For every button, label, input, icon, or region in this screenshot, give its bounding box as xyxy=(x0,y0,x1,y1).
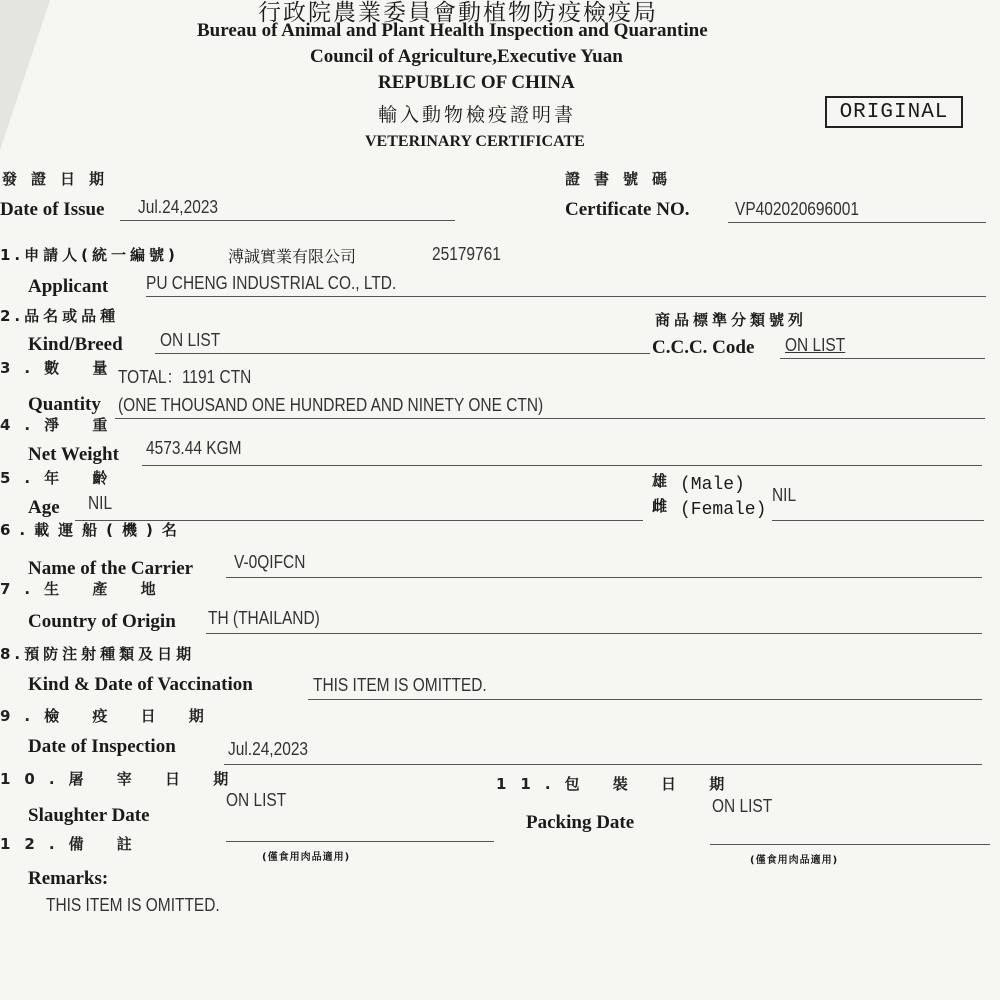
issue-date-label-cn: 發證日期 xyxy=(2,170,119,188)
packing-label-cn: 11.包 裝 日 期 xyxy=(496,775,739,793)
council-title: Council of Agriculture,Executive Yuan xyxy=(310,46,623,67)
issue-date-label: Date of Issue xyxy=(0,199,105,220)
carrier-label: Name of the Carrier xyxy=(28,558,194,579)
original-stamp: ORIGINAL xyxy=(825,96,963,128)
quantity-value: (ONE THOUSAND ONE HUNDRED AND NINETY ONE CTN) xyxy=(118,395,544,415)
inspection-value: Jul.24,2023 xyxy=(228,739,309,759)
agency-title-cn: 行政院農業委員會動植物防疫檢疫局 xyxy=(258,0,658,26)
ccc-label: C.C.C. Code xyxy=(652,337,755,358)
quantity-label-cn: 3.數 量 xyxy=(0,359,122,377)
female-label-cn: 雌 xyxy=(652,497,668,515)
quantity-label: Quantity xyxy=(28,394,101,415)
quantity-total: TOTAL：1191 CTN xyxy=(118,367,252,387)
origin-value: TH (THAILAND) xyxy=(208,608,320,628)
applicant-id: 25179761 xyxy=(432,244,501,264)
male-label-cn: 雄 xyxy=(652,472,668,490)
applicant-label-cn: 1.申請人(統一編號) xyxy=(0,246,179,264)
certificate-no-label: Certificate NO. xyxy=(565,199,690,220)
inspection-label-cn: 9.檢 疫 日 期 xyxy=(0,707,218,725)
remarks-label-cn: 12.備 註 xyxy=(0,835,146,853)
kind-label: Kind/Breed xyxy=(28,334,123,355)
remarks-label: Remarks: xyxy=(28,868,109,889)
packing-label: Packing Date xyxy=(526,812,635,833)
vaccination-label-cn: 8.預防注射種類及日期 xyxy=(0,645,196,663)
vaccination-value: THIS ITEM IS OMITTED. xyxy=(313,675,487,695)
folded-corner xyxy=(0,0,50,150)
net-weight-value: 4573.44 KGM xyxy=(146,438,242,458)
doc-title-en: VETERINARY CERTIFICATE xyxy=(365,133,585,150)
agency-title-en: Bureau of Animal and Plant Health Inspection and Quarantine xyxy=(197,20,708,41)
vaccination-label: Kind & Date of Vaccination xyxy=(28,674,253,695)
applicant-label: Applicant xyxy=(28,276,109,297)
origin-label-cn: 7.生 產 地 xyxy=(0,580,170,598)
ccc-value: ON LIST xyxy=(785,335,846,355)
age-label-cn: 5.年 齡 xyxy=(0,469,122,487)
female-label: (Female) xyxy=(680,500,767,520)
applicant-name-cn: 溥誠實業有限公司 xyxy=(228,247,357,266)
country-title: REPUBLIC OF CHINA xyxy=(378,72,575,93)
slaughter-value: ON LIST xyxy=(226,790,287,810)
male-label: (Male) xyxy=(680,475,745,495)
certificate-no-value: VP402020696001 xyxy=(735,199,859,219)
remarks-value: THIS ITEM IS OMITTED. xyxy=(46,895,220,915)
origin-label: Country of Origin xyxy=(28,611,176,632)
carrier-label-cn: 6.載運船(機)名 xyxy=(0,521,186,539)
certificate-no-label-cn: 證書號碼 xyxy=(565,170,682,188)
ccc-label-cn: 商品標準分類號列 xyxy=(655,311,808,329)
slaughter-note: (僅食用肉品適用) xyxy=(262,852,351,863)
packing-note: (僅食用肉品適用) xyxy=(750,855,839,866)
kind-label-cn: 2.品名或品種 xyxy=(0,307,120,325)
net-weight-label: Net Weight xyxy=(28,444,119,465)
sex-value: NIL xyxy=(772,485,797,505)
kind-value: ON LIST xyxy=(160,330,221,350)
inspection-label: Date of Inspection xyxy=(28,736,176,757)
age-value: NIL xyxy=(88,493,113,513)
applicant-value: PU CHENG INDUSTRIAL CO., LTD. xyxy=(146,273,397,293)
doc-title-cn: 輸入動物檢疫證明書 xyxy=(378,104,577,126)
age-label: Age xyxy=(28,497,60,518)
net-weight-label-cn: 4.淨 重 xyxy=(0,416,122,434)
issue-date-value: Jul.24,2023 xyxy=(138,197,219,217)
slaughter-label: Slaughter Date xyxy=(28,805,150,826)
slaughter-label-cn: 10.屠 宰 日 期 xyxy=(0,770,243,788)
packing-value: ON LIST xyxy=(712,796,773,816)
carrier-value: V-0QIFCN xyxy=(234,552,306,572)
